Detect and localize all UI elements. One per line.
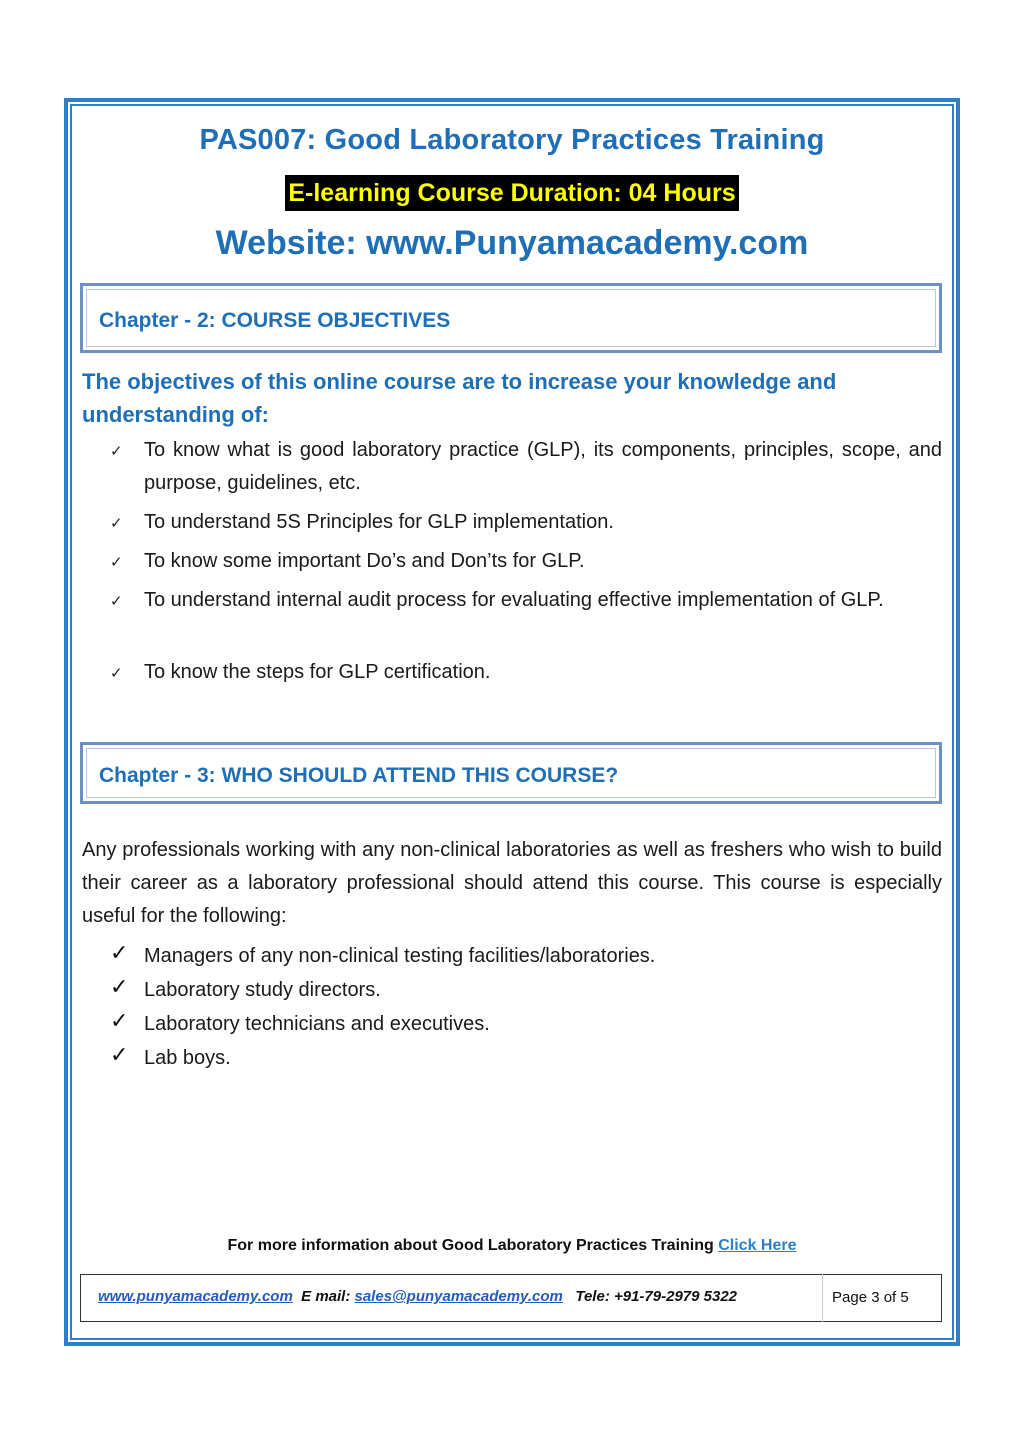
objective-text: To understand internal audit process for evaluating effective implementation of GLP.	[144, 589, 884, 611]
more-info-line	[0, 1237, 1024, 1255]
check-icon: ✓	[110, 1008, 129, 1033]
footer-website-link[interactable]: www.punyamacademy.com	[98, 1288, 293, 1305]
email-label: E mail:	[301, 1288, 351, 1305]
check-icon: ✓	[110, 665, 123, 682]
footer-divider	[822, 1274, 823, 1322]
audience-text: Managers of any non-clinical testing facilities/laboratories.	[144, 945, 656, 967]
check-icon: ✓	[110, 940, 129, 965]
check-icon: ✓	[110, 1042, 129, 1067]
course-duration: E-learning Course Duration: 04 Hours	[285, 175, 738, 211]
objective-text: To know the steps for GLP certification.	[144, 661, 491, 683]
chapter-2-box	[80, 283, 942, 353]
click-here-link[interactable]: Click Here	[718, 1237, 797, 1254]
audience-text: Laboratory technicians and executives.	[144, 1013, 490, 1035]
chapter-3-heading: Chapter - 3: WHO SHOULD ATTEND THIS COURSE?	[99, 764, 619, 787]
check-icon: ✓	[110, 554, 123, 571]
list-item	[0, 974, 1024, 1008]
more-info-text: For more information about Good Laboratory Practices Training	[227, 1237, 719, 1254]
objective-text: To understand 5S Principles for GLP implementation.	[144, 511, 614, 533]
objectives-intro: The objectives of this online course are to increase your knowledge and understanding of:	[82, 369, 837, 427]
footer-contact	[98, 1288, 737, 1305]
list-item	[0, 1008, 1024, 1042]
course-title: PAS007: Good Laboratory Practices Training	[199, 124, 825, 156]
check-icon: ✓	[110, 515, 123, 532]
list-item	[0, 940, 1024, 974]
page-number: Page 3 of 5	[832, 1289, 909, 1306]
audience-paragraph: Any professionals working with any non-clinical laboratories as well as freshers who wish to build their career as a laboratory professional should attend this course. This course is especially useful for the following:	[82, 839, 942, 927]
website-heading: Website: www.Punyamacademy.com	[215, 224, 809, 262]
audience-text: Lab boys.	[144, 1047, 231, 1069]
check-icon: ✓	[110, 593, 123, 610]
footer-phone: Tele: +91-79-2979 5322	[575, 1288, 738, 1305]
list-item	[0, 1042, 1024, 1076]
objective-text: To know some important Do’s and Don’ts for GLP.	[144, 550, 585, 572]
duration-banner	[0, 175, 1024, 211]
audience-text: Laboratory study directors.	[144, 979, 381, 1001]
footer-email-link[interactable]: sales@punyamacademy.com	[354, 1288, 563, 1305]
check-icon: ✓	[110, 443, 123, 460]
chapter-2-heading: Chapter - 2: COURSE OBJECTIVES	[99, 309, 451, 332]
objective-text: To know what is good laboratory practice (GLP), its components, principles, scope, and purpose, guidelines, etc.	[144, 439, 942, 494]
check-icon: ✓	[110, 974, 129, 999]
chapter-3-box	[80, 742, 942, 804]
